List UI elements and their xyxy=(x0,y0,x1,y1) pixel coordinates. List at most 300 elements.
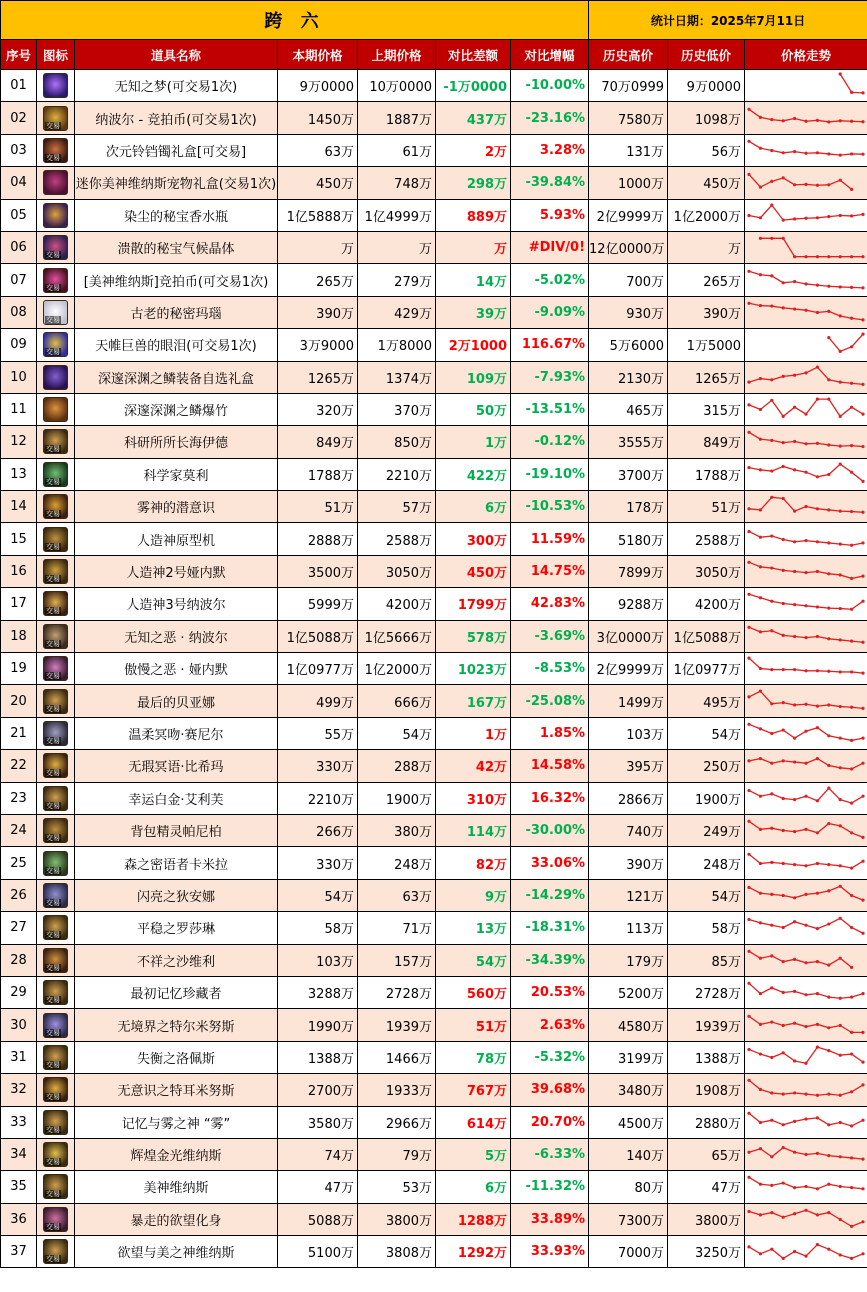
current-price: 58万 xyxy=(278,912,358,944)
trend-line xyxy=(749,562,863,578)
trend-point xyxy=(747,1079,750,1082)
trade-tag: 交易 xyxy=(46,251,60,260)
trade-tag: 交易 xyxy=(46,477,60,486)
trend-point xyxy=(827,923,830,926)
history-low: 万 xyxy=(668,231,745,263)
trend-point xyxy=(782,1123,785,1126)
trend-point xyxy=(804,702,807,705)
item-name: 科学家莫利 xyxy=(75,458,278,490)
previous-price: 1887万 xyxy=(358,102,436,134)
trade-tag: 交易 xyxy=(46,348,60,357)
card-frame-icon xyxy=(43,980,68,1005)
trend-point xyxy=(793,863,796,866)
trend-point xyxy=(839,415,842,418)
trend-point xyxy=(793,307,796,310)
row-index: 16 xyxy=(1,555,37,587)
trend-point xyxy=(770,1020,773,1023)
price-trend-sparkline xyxy=(745,104,867,133)
trend-point xyxy=(827,670,830,673)
icon-cell xyxy=(37,1203,75,1235)
trend-point xyxy=(804,924,807,927)
price-trend-cell xyxy=(745,329,867,361)
trend-point xyxy=(793,761,796,764)
trend-point xyxy=(782,668,785,671)
trend-point xyxy=(850,317,853,320)
card-frame-icon xyxy=(43,883,68,908)
current-price: 390万 xyxy=(278,296,358,328)
row-index: 13 xyxy=(1,458,37,490)
trend-point xyxy=(839,73,842,76)
table-row xyxy=(1,717,867,749)
history-high: 12亿0000万 xyxy=(589,231,668,263)
trend-point xyxy=(759,535,762,538)
current-price: 3万9000 xyxy=(278,329,358,361)
trend-point xyxy=(839,179,842,182)
trend-point xyxy=(827,863,830,866)
trend-point xyxy=(816,960,819,963)
icon-cell xyxy=(37,750,75,782)
trend-point xyxy=(816,1045,819,1048)
previous-price: 63万 xyxy=(358,879,436,911)
trend-point xyxy=(850,996,853,999)
history-low: 54万 xyxy=(668,717,745,749)
previous-price: 666万 xyxy=(358,685,436,717)
history-high: 140万 xyxy=(589,1138,668,1170)
previous-price: 61万 xyxy=(358,134,436,166)
table-row xyxy=(1,555,867,587)
current-price: 499万 xyxy=(278,685,358,717)
price-difference: 114万 xyxy=(436,814,511,846)
trend-point xyxy=(861,737,864,740)
trend-point xyxy=(804,669,807,672)
sheet-title: 跨 六 xyxy=(1,1,589,40)
trend-point xyxy=(782,306,785,309)
trend-point xyxy=(827,1211,830,1214)
trend-point xyxy=(839,917,842,920)
trend-point xyxy=(850,671,853,674)
trend-point xyxy=(816,184,819,187)
col-header-previous-price: 上期价格 xyxy=(358,40,436,70)
trend-point xyxy=(804,1117,807,1120)
col-header-difference: 对比差额 xyxy=(436,40,511,70)
table-row xyxy=(1,750,867,782)
trend-point xyxy=(850,188,853,191)
trend-point xyxy=(747,1151,750,1154)
item-name: 无意识之特耳米努斯 xyxy=(75,1074,278,1106)
trend-point xyxy=(839,798,842,801)
history-high: 2亿9999万 xyxy=(589,199,668,231)
trend-point xyxy=(770,439,773,442)
trend-point xyxy=(816,118,819,121)
icon-cell xyxy=(37,361,75,393)
trend-point xyxy=(861,120,864,123)
trend-point xyxy=(850,966,853,969)
item-name: 无知之梦(可交易1次) xyxy=(75,70,278,102)
trend-point xyxy=(793,896,796,899)
price-trend-cell xyxy=(745,717,867,749)
item-name: 最初记忆珍藏者 xyxy=(75,976,278,1008)
price-trend-sparkline xyxy=(745,816,867,845)
icon-cell xyxy=(37,879,75,911)
trend-point xyxy=(770,469,773,472)
icon-cell xyxy=(37,134,75,166)
trend-point xyxy=(793,406,796,409)
trend-point xyxy=(793,184,796,187)
row-index: 11 xyxy=(1,393,37,425)
trend-point xyxy=(861,575,864,578)
card-frame-icon xyxy=(43,494,68,519)
trade-tag: 交易 xyxy=(46,704,60,713)
trade-tag: 交易 xyxy=(46,737,60,745)
trend-point xyxy=(816,255,819,258)
trend-point xyxy=(804,794,807,797)
trend-point xyxy=(770,274,773,277)
history-high: 700万 xyxy=(589,264,668,296)
trend-point xyxy=(816,799,819,802)
trend-point xyxy=(839,573,842,576)
trend-point xyxy=(827,336,830,339)
trend-point xyxy=(747,214,750,217)
item-name: 美神维纳斯 xyxy=(75,1171,278,1203)
trend-point xyxy=(759,1213,762,1216)
trend-point xyxy=(827,215,830,218)
table-row xyxy=(1,1106,867,1138)
trend-point xyxy=(747,530,750,533)
change-percent: 33.06% xyxy=(511,847,589,879)
trend-point xyxy=(804,309,807,312)
trend-point xyxy=(793,830,796,833)
item-name: 幸运白金·艾利芙 xyxy=(75,782,278,814)
change-percent: 39.68% xyxy=(511,1074,589,1106)
trend-point xyxy=(770,860,773,863)
table-row xyxy=(1,361,867,393)
history-high: 2亿9999万 xyxy=(589,653,668,685)
price-difference: -1万0000 xyxy=(436,70,511,102)
trend-point xyxy=(804,282,807,285)
item-name: 天帷巨兽的眼泪(可交易1次) xyxy=(75,329,278,361)
trend-point xyxy=(861,836,864,839)
icon-cell xyxy=(37,199,75,231)
row-index: 25 xyxy=(1,847,37,879)
trend-point xyxy=(827,473,830,476)
previous-price: 53万 xyxy=(358,1171,436,1203)
price-difference: 450万 xyxy=(436,555,511,587)
trend-point xyxy=(827,1183,830,1186)
current-price: 5088万 xyxy=(278,1203,358,1235)
trend-point xyxy=(759,377,762,380)
price-trend-cell xyxy=(745,685,867,717)
table-row xyxy=(1,1009,867,1041)
previous-price: 288万 xyxy=(358,750,436,782)
trend-point xyxy=(839,153,842,156)
price-trend-cell xyxy=(745,1009,867,1041)
current-price: 51万 xyxy=(278,491,358,523)
trend-point xyxy=(861,213,864,216)
history-low: 250万 xyxy=(668,750,745,782)
price-trend-cell xyxy=(745,782,867,814)
trend-point xyxy=(793,510,796,513)
trend-point xyxy=(816,398,819,401)
price-difference: 437万 xyxy=(436,102,511,134)
price-trend-cell xyxy=(745,426,867,458)
price-trend-cell xyxy=(745,814,867,846)
previous-price: 1374万 xyxy=(358,361,436,393)
price-trend-cell xyxy=(745,361,867,393)
change-percent: -0.12% xyxy=(511,426,589,458)
trend-point xyxy=(827,1123,830,1126)
price-difference: 1万 xyxy=(436,426,511,458)
change-percent: -14.29% xyxy=(511,879,589,911)
trend-point xyxy=(793,255,796,258)
current-price: 1788万 xyxy=(278,458,358,490)
trend-point xyxy=(747,918,750,921)
trend-point xyxy=(782,177,785,180)
price-trend-sparkline xyxy=(745,849,867,878)
trade-tag: 交易 xyxy=(46,931,60,940)
trend-point xyxy=(850,255,853,258)
trend-point xyxy=(839,864,842,867)
trend-point xyxy=(759,1147,762,1150)
trend-point xyxy=(770,600,773,603)
price-trend-sparkline xyxy=(745,298,867,327)
history-low: 450万 xyxy=(668,167,745,199)
item-name: 失衡之洛佩斯 xyxy=(75,1041,278,1073)
history-high: 3199万 xyxy=(589,1041,668,1073)
trend-point xyxy=(759,1121,762,1124)
trend-point xyxy=(861,1030,864,1033)
price-difference: 9万 xyxy=(436,879,511,911)
trend-point xyxy=(827,1248,830,1251)
row-index: 24 xyxy=(1,814,37,846)
previous-price: 71万 xyxy=(358,912,436,944)
trend-point xyxy=(816,151,819,154)
history-low: 1亿2000万 xyxy=(668,199,745,231)
previous-price: 748万 xyxy=(358,167,436,199)
trend-point xyxy=(747,852,750,855)
change-percent: -25.08% xyxy=(511,685,589,717)
previous-price: 1939万 xyxy=(358,1009,436,1041)
icon-cell xyxy=(37,685,75,717)
card-frame-icon xyxy=(43,689,68,714)
trend-point xyxy=(827,398,830,401)
change-percent: 14.58% xyxy=(511,750,589,782)
history-low: 849万 xyxy=(668,426,745,458)
trend-point xyxy=(850,831,853,834)
trend-point xyxy=(850,1090,853,1093)
trend-point xyxy=(804,216,807,219)
item-name: 平稳之罗莎琳 xyxy=(75,912,278,944)
trade-tag: 交易 xyxy=(46,510,60,519)
trend-point xyxy=(850,1124,853,1127)
trade-tag: 交易 xyxy=(46,996,60,1005)
history-low: 3800万 xyxy=(668,1203,745,1235)
trend-point xyxy=(759,115,762,118)
item-name: 科研所所长海伊德 xyxy=(75,426,278,458)
row-index: 05 xyxy=(1,199,37,231)
trend-point xyxy=(759,992,762,995)
row-index: 06 xyxy=(1,231,37,263)
history-high: 80万 xyxy=(589,1171,668,1203)
previous-price: 4200万 xyxy=(358,588,436,620)
trend-point xyxy=(747,1210,750,1213)
item-name: 记忆与雾之神 “雾” xyxy=(75,1106,278,1138)
trend-point xyxy=(770,732,773,735)
trend-point xyxy=(759,468,762,471)
icon-cell xyxy=(37,264,75,296)
table-row xyxy=(1,134,867,166)
trend-point xyxy=(782,151,785,154)
history-low: 249万 xyxy=(668,814,745,846)
trend-point xyxy=(861,794,864,797)
trend-point xyxy=(861,511,864,514)
previous-price: 850万 xyxy=(358,426,436,458)
trend-point xyxy=(816,540,819,543)
trend-point xyxy=(793,1092,796,1095)
current-price: 330万 xyxy=(278,750,358,782)
trend-point xyxy=(782,1257,785,1260)
item-name: 古老的秘密玛瑙 xyxy=(75,296,278,328)
trend-point xyxy=(839,1254,842,1257)
table-row xyxy=(1,1203,867,1235)
price-trend-cell xyxy=(745,1074,867,1106)
card-frame-icon xyxy=(43,1207,68,1232)
row-index: 14 xyxy=(1,491,37,523)
table-row xyxy=(1,458,867,490)
trend-point xyxy=(759,216,762,219)
price-difference: 614万 xyxy=(436,1106,511,1138)
price-trend-sparkline xyxy=(745,363,867,392)
price-difference: 6万 xyxy=(436,1171,511,1203)
trend-point xyxy=(747,695,750,698)
card-frame-icon xyxy=(43,624,68,649)
trend-point xyxy=(850,1052,853,1055)
trend-point xyxy=(793,920,796,923)
price-trend-cell xyxy=(745,653,867,685)
trend-point xyxy=(770,954,773,957)
trade-tag: 交易 xyxy=(46,801,60,810)
change-percent: 20.53% xyxy=(511,976,589,1008)
trade-tag: 交易 xyxy=(46,607,60,616)
change-percent: -3.69% xyxy=(511,620,589,652)
trend-point xyxy=(782,634,785,637)
change-percent: 5.93% xyxy=(511,199,589,231)
trend-point xyxy=(861,859,864,862)
price-difference: 889万 xyxy=(436,199,511,231)
trend-point xyxy=(850,152,853,155)
price-trend-sparkline xyxy=(745,1140,867,1169)
trend-point xyxy=(827,572,830,575)
trend-point xyxy=(816,311,819,314)
icon-cell xyxy=(37,847,75,879)
current-price: 330万 xyxy=(278,847,358,879)
row-index: 32 xyxy=(1,1074,37,1106)
price-trend-cell xyxy=(745,588,867,620)
pet-box-icon xyxy=(43,170,68,195)
icon-cell xyxy=(37,393,75,425)
table-row xyxy=(1,167,867,199)
trend-point xyxy=(759,922,762,925)
trend-point xyxy=(747,1048,750,1051)
row-index: 07 xyxy=(1,264,37,296)
trend-point xyxy=(782,1023,785,1026)
trend-point xyxy=(850,739,853,742)
price-trend-cell xyxy=(745,199,867,231)
price-difference: 300万 xyxy=(436,523,511,555)
trend-point xyxy=(747,107,750,110)
price-difference: 82万 xyxy=(436,847,511,879)
trend-point xyxy=(839,1185,842,1188)
icon-cell xyxy=(37,717,75,749)
price-difference: 1292万 xyxy=(436,1236,511,1268)
trend-point xyxy=(759,757,762,760)
trend-point xyxy=(770,378,773,381)
change-percent: -10.00% xyxy=(511,70,589,102)
history-low: 51万 xyxy=(668,491,745,523)
trend-point xyxy=(793,703,796,706)
trend-point xyxy=(793,150,796,153)
change-percent: -23.16% xyxy=(511,102,589,134)
previous-price: 1万8000 xyxy=(358,329,436,361)
price-difference: 6万 xyxy=(436,491,511,523)
abyss-box-icon xyxy=(43,365,68,390)
price-trend-sparkline xyxy=(745,525,867,554)
trend-point xyxy=(861,413,864,416)
trend-point xyxy=(861,1252,864,1255)
card-frame-icon xyxy=(43,1239,68,1264)
table-row xyxy=(1,393,867,425)
trend-point xyxy=(861,286,864,289)
trend-point xyxy=(770,1248,773,1251)
price-trend-cell xyxy=(745,976,867,1008)
item-name: 最后的贝亚娜 xyxy=(75,685,278,717)
history-low: 1388万 xyxy=(668,1041,745,1073)
trend-point xyxy=(816,1243,819,1246)
price-trend-sparkline xyxy=(745,589,867,618)
change-percent: -9.09% xyxy=(511,296,589,328)
trend-point xyxy=(793,373,796,376)
table-row xyxy=(1,329,867,361)
trend-point xyxy=(770,1184,773,1187)
price-trend-sparkline xyxy=(745,460,867,489)
trend-point xyxy=(759,186,762,189)
price-difference: 767万 xyxy=(436,1074,511,1106)
price-trend-cell xyxy=(745,1203,867,1235)
history-high: 4580万 xyxy=(589,1009,668,1041)
row-index: 01 xyxy=(1,70,37,102)
trend-point xyxy=(816,216,819,219)
trend-point xyxy=(793,737,796,740)
history-high: 395万 xyxy=(589,750,668,782)
item-name: 欲望与美之神维纳斯 xyxy=(75,1236,278,1268)
change-percent: 11.59% xyxy=(511,523,589,555)
trend-point xyxy=(827,889,830,892)
icon-cell xyxy=(37,426,75,458)
price-trend-sparkline xyxy=(745,1011,867,1040)
item-name: 傲慢之恶 · 娅内默 xyxy=(75,653,278,685)
icon-cell xyxy=(37,588,75,620)
trend-point xyxy=(759,304,762,307)
trend-point xyxy=(827,734,830,737)
trend-point xyxy=(747,657,750,660)
card-frame-icon xyxy=(43,721,68,746)
table-row xyxy=(1,814,867,846)
trend-point xyxy=(747,1246,750,1249)
price-trend-cell xyxy=(745,393,867,425)
current-price: 1388万 xyxy=(278,1041,358,1073)
history-high: 5200万 xyxy=(589,976,668,1008)
change-percent: -7.93% xyxy=(511,361,589,393)
trend-point xyxy=(793,468,796,471)
